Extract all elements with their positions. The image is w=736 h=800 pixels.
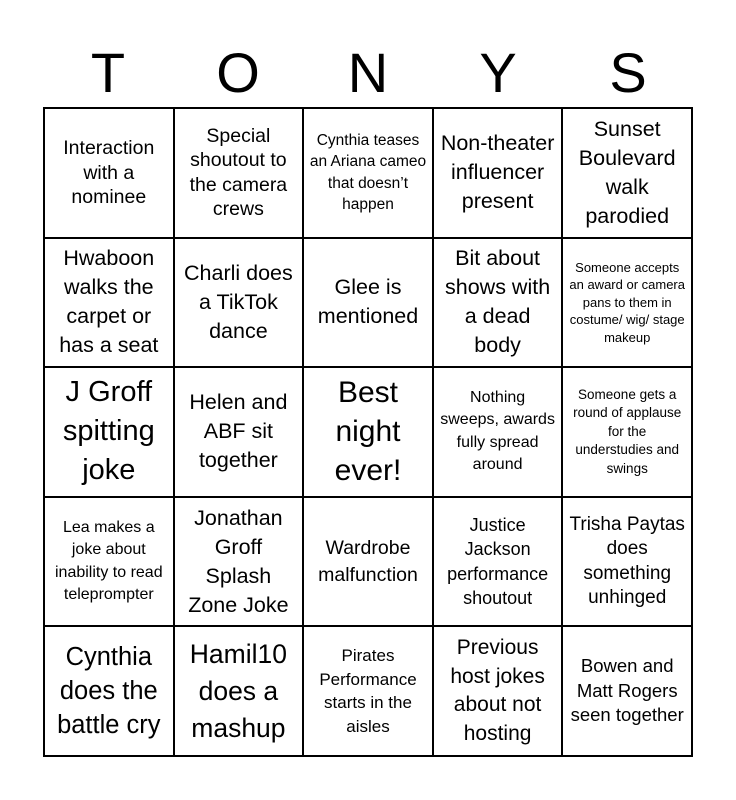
bingo-cell[interactable] — [303, 367, 433, 497]
cell-text: Previous host jokes about not hosting — [450, 636, 545, 745]
cell-text: Interaction with a nominee — [63, 137, 155, 209]
bingo-cell[interactable] — [44, 108, 174, 238]
bingo-cell[interactable] — [433, 108, 563, 238]
cell-text: Someone gets a round of applause for the understudies and swings — [573, 386, 682, 476]
bingo-cell[interactable] — [433, 367, 563, 497]
bingo-cell[interactable] — [303, 626, 433, 756]
cell-text: Sunset Boulevard walk parodied — [578, 116, 676, 228]
bingo-cell[interactable] — [174, 626, 304, 756]
cell-text: Someone accepts an award or camera pans to them in costume/ wig/ stage makeup — [569, 259, 685, 345]
bingo-cell[interactable] — [174, 497, 304, 627]
cell-text: J Groff spitting joke — [62, 376, 155, 487]
cell-text: Helen and ABF sit together — [189, 390, 288, 473]
cell-text: Nothing sweeps, awards fully spread around — [440, 388, 555, 474]
bingo-cell[interactable] — [174, 238, 304, 368]
bingo-cell[interactable] — [44, 497, 174, 627]
bingo-cell[interactable] — [433, 238, 563, 368]
cell-text: Wardrobe malfunction — [318, 536, 418, 586]
bingo-cell[interactable] — [562, 497, 692, 627]
cell-text: Hamil10 does a mashup — [189, 638, 287, 743]
cell-text: Charli does a TikTok dance — [184, 260, 293, 343]
cell-text: Non-theater influencer present — [440, 131, 555, 214]
bingo-cell[interactable] — [44, 238, 174, 368]
cell-text: Cynthia teases an Ariana cameo that doesn’t happen — [309, 131, 427, 214]
title-letter-2: O — [216, 41, 260, 104]
bingo-cell[interactable] — [44, 626, 174, 756]
cell-text: Pirates Performance starts in the aisles — [319, 646, 417, 736]
cell-text: Glee is mentioned — [317, 275, 419, 329]
title-letter-3: N — [347, 41, 389, 104]
bingo-grid — [43, 107, 693, 757]
title-letter-5: S — [609, 41, 647, 104]
bingo-cell[interactable] — [562, 367, 692, 497]
cell-text: Bit about shows with a dead body — [445, 246, 551, 358]
bingo-cell[interactable] — [562, 626, 692, 756]
title-letter-1: T — [90, 41, 126, 104]
title-letter-4: Y — [479, 41, 517, 104]
cell-text: Jonathan Groff Splash Zone Joke — [188, 505, 289, 617]
cell-text: Cynthia does the battle cry — [57, 643, 161, 740]
bingo-cell[interactable] — [433, 497, 563, 627]
bingo-title — [43, 40, 693, 106]
bingo-cell[interactable] — [303, 497, 433, 627]
cell-text: Bowen and Matt Rogers seen together — [570, 655, 684, 726]
bingo-cell[interactable] — [562, 238, 692, 368]
cell-text: Special shoutout to the camera crews — [189, 124, 288, 221]
bingo-cell[interactable] — [44, 367, 174, 497]
cell-text: Lea makes a joke about inability to read teleprompter — [54, 518, 163, 604]
cell-text: Justice Jackson performance shoutout — [447, 514, 549, 609]
bingo-cell[interactable] — [303, 108, 433, 238]
bingo-cell[interactable] — [303, 238, 433, 368]
bingo-cell[interactable] — [174, 108, 304, 238]
bingo-cell[interactable] — [433, 626, 563, 756]
bingo-cell[interactable] — [174, 367, 304, 497]
cell-text: Hwaboon walks the carpet or has a seat — [59, 246, 159, 358]
bingo-cell[interactable] — [562, 108, 692, 238]
cell-text: Best night ever! — [334, 376, 402, 488]
cell-text: Trisha Paytas does something unhinged — [569, 513, 685, 609]
